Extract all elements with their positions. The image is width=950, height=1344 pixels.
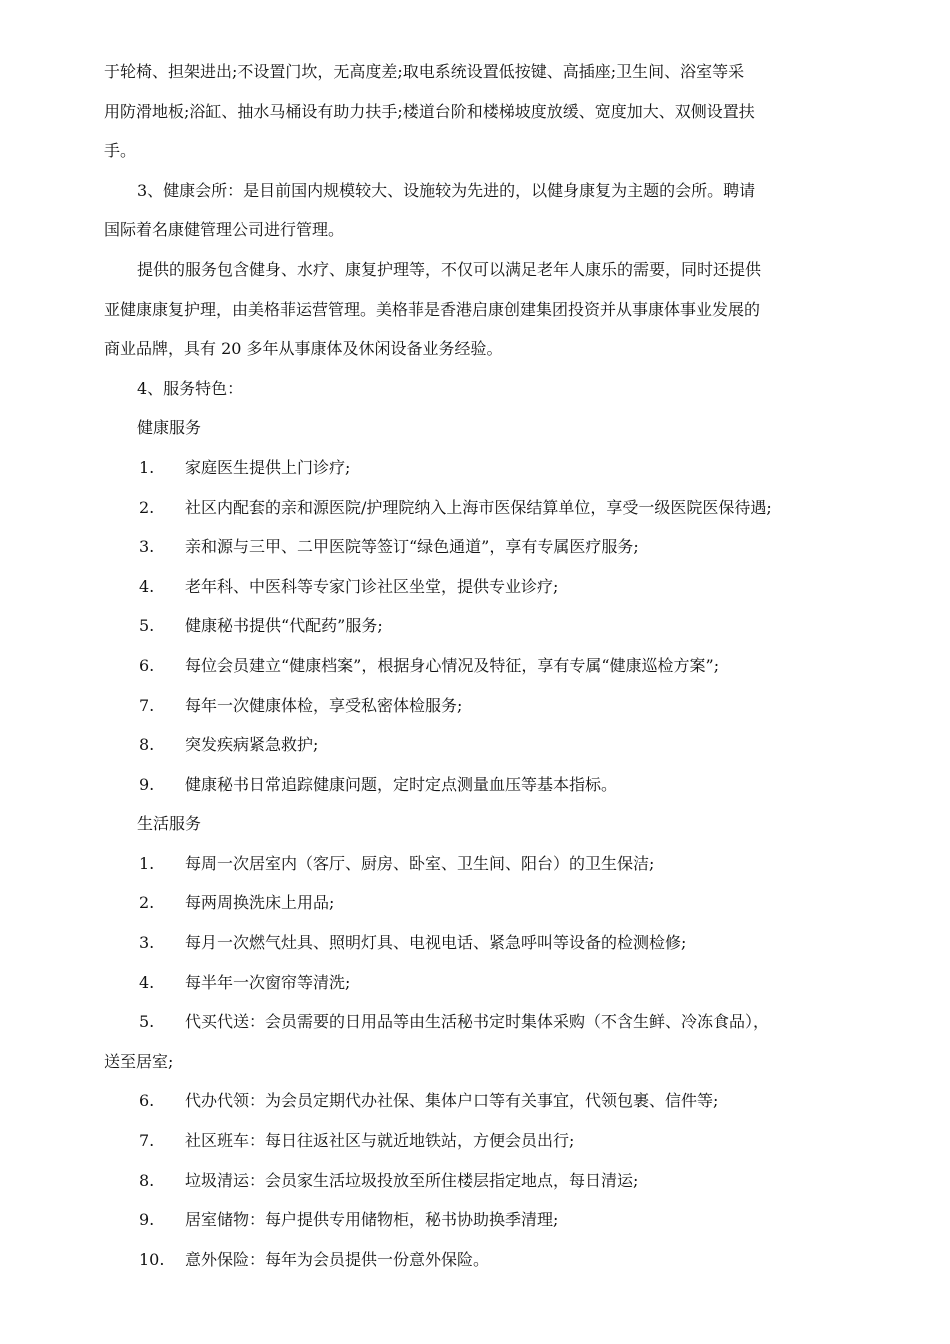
list-item-number: 8. — [139, 735, 155, 755]
list-item-text: 社区班车：每日往返社区与就近地铁站，方便会员出行; — [185, 1131, 575, 1151]
list-item-text: 家庭医生提供上门诊疗; — [185, 457, 351, 477]
list-item-number: 6. — [139, 655, 155, 675]
list-item — [104, 567, 850, 607]
list-item-text: 社区内配套的亲和源医院/护理院纳入上海市医保结算单位，享受一级医院医保待遇; — [185, 497, 772, 517]
list-item-number: 5. — [139, 1012, 155, 1032]
paragraph-line: 亚健康康复护理，由美格菲运营管理。美格菲是香港启康创建集团投资并从事康体事业发展的 — [104, 299, 761, 319]
list-item-number: 4. — [139, 972, 155, 992]
list-item — [104, 488, 850, 528]
list-item — [104, 844, 850, 884]
list-item — [104, 1002, 850, 1042]
list-item — [104, 883, 850, 923]
list-item — [104, 765, 850, 805]
list-item — [104, 527, 850, 567]
list-item — [104, 1121, 850, 1161]
paragraph-line: 用防滑地板;浴缸、抽水马桶设有助力扶手;楼道台阶和楼梯坡度放缓、宽度加大、双侧设置扶 — [104, 101, 755, 121]
paragraph-line: 商业品牌，具有 20 多年从事康体及休闲设备业务经验。 — [104, 339, 503, 359]
list-item — [104, 1240, 850, 1280]
list-item-text: 每年一次健康体检，享受私密体检服务; — [185, 695, 463, 715]
health-services-list — [104, 448, 850, 804]
list-item-text: 代办代领：为会员定期代办社保、集体户口等有关事宜，代领包裹、信件等; — [185, 1091, 719, 1111]
list-item-number: 1. — [139, 457, 155, 477]
list-item — [104, 1161, 850, 1201]
paragraph-line: 于轮椅、担架进出;不设置门坎，无高度差;取电系统设置低按键、高插座;卫生间、浴室等采 — [104, 62, 745, 81]
list-item-number: 1. — [139, 853, 155, 873]
list-item-text: 突发疾病紧急救护; — [185, 735, 319, 755]
life-services-list — [104, 844, 850, 1002]
list-item — [104, 686, 850, 726]
health-services-heading: 健康服务 — [137, 418, 202, 438]
list-item-number: 2. — [139, 497, 155, 517]
list-item — [104, 1081, 850, 1121]
life-services-heading: 生活服务 — [137, 814, 202, 834]
list-item-text: 健康秘书提供“代配药”服务; — [185, 616, 383, 636]
section-3-heading-line: 3、健康会所：是目前国内规模较大、设施较为先进的，以健身康复为主题的会所。聘请 — [137, 180, 756, 200]
list-item-number: 3. — [139, 537, 155, 557]
paragraph-line: 手。 — [104, 141, 137, 161]
list-item — [104, 606, 850, 646]
list-item-text: 每月一次燃气灶具、照明灯具、电视电话、紧急呼叫等设备的检测检修; — [185, 933, 687, 953]
list-item-text: 亲和源与三甲、二甲医院等签订“绿色通道”，享有专属医疗服务; — [185, 537, 639, 557]
paragraph-line: 提供的服务包含健身、水疗、康复护理等，不仅可以满足老年人康乐的需要，同时还提供 — [137, 259, 762, 279]
list-item-number: 6. — [139, 1091, 155, 1111]
list-item-text: 代买代送：会员需要的日用品等由生活秘书定时集体采购（不含生鲜、冷冻食品）， — [185, 1012, 770, 1032]
list-item-number: 9. — [139, 774, 155, 794]
paragraph-line: 国际着名康健管理公司进行管理。 — [104, 220, 345, 240]
list-item-number: 5. — [139, 616, 155, 636]
section-4-heading: 4、服务特色： — [137, 378, 244, 398]
list-item-text: 每周一次居室内（客厅、厨房、卧室、卫生间、阳台）的卫生保洁; — [185, 853, 655, 873]
list-item-text: 老年科、中医科等专家门诊社区坐堂，提供专业诊疗; — [185, 576, 559, 596]
list-item-continuation: 送至居室; — [104, 1051, 174, 1071]
life-services-list — [104, 1081, 850, 1279]
list-item — [104, 923, 850, 963]
list-item — [104, 1200, 850, 1240]
list-item-number: 3. — [139, 933, 155, 953]
list-item-text: 每半年一次窗帘等清洗; — [185, 972, 351, 992]
list-item — [104, 448, 850, 488]
list-item-text: 居室储物：每户提供专用储物柜，秘书协助换季清理; — [185, 1210, 559, 1230]
list-item-number: 2. — [139, 893, 155, 913]
list-item-text: 垃圾清运：会员家生活垃圾投放至所住楼层指定地点，每日清运; — [185, 1170, 639, 1190]
list-item-text: 意外保险：每年为会员提供一份意外保险。 — [185, 1249, 490, 1269]
list-item-text: 健康秘书日常追踪健康问题，定时定点测量血压等基本指标。 — [185, 774, 618, 794]
list-item-number: 9. — [139, 1210, 155, 1230]
list-item — [104, 963, 850, 1003]
document-page — [104, 52, 850, 1279]
list-item-number: 10. — [139, 1249, 165, 1269]
list-item-number: 7. — [139, 1131, 155, 1151]
list-item — [104, 725, 850, 765]
list-item-number: 4. — [139, 576, 155, 596]
list-item-text: 每两周换洗床上用品; — [185, 893, 335, 913]
list-item — [104, 646, 850, 686]
list-item-text: 每位会员建立“健康档案”，根据身心情况及特征，享有专属“健康巡检方案”; — [185, 655, 720, 675]
list-item-number: 7. — [139, 695, 155, 715]
list-item-number: 8. — [139, 1170, 155, 1190]
